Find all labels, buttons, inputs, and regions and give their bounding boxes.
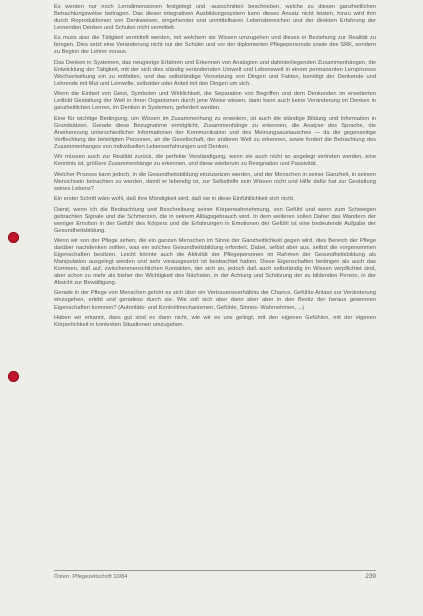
paragraph: Wenn wir von der Pflege sehen, die ein ganzen Menschen im Sinne der Ganzheitlichkeit gegen wird, dies Bereich der Pflege darüber nachdenken sollten, was ein solches Gesundheitsbildung erfordert. Dabei, selbst aber aus, selbst die vorgenommen Eigenschaften besitzen. Leicht könnte auch die Aktivität der Pflegepersonen im Rahmen der Gesundheitsbildung als Manipulation ausgelegt werden und sehr vorausgesetzt ist beobachtet haben. Diese Eigenschaften bedingen als auch das Kommen, daß auf, zwischenmenschlichen Kontakten, der sich an, jedoch daß auch selbständig im Wissen verpflichtet sind, aber schon zu mehr als bisher der Wichtigkeit des Nächsten, in der Achtung und Schätzung der zu bildenden Person, in der Absicht zur Bewältigung. — [54, 237, 376, 287]
paragraph: Damit, wenn ich die Beobachtung und Beschreibung seiner Körperwahrnehmung, von Gefühl und wenn zum Schweigen gebrachten Signale und die Schmerzen, die in seinem Alltagsgebrauch wird. In dem weiteren sollen Daher das Wandern der weniger Emotion in der Gefühl des Körpers und die Erfahrungen in Emotionen der Gefühl ist eine bedeutende Aufgabe der Gesundheitsbildung. — [54, 206, 376, 234]
paragraph: Eine für wichtige Bedingung, um Wissen im Zusammenhang zu erweitern, ist auch die ständige Bildung und Information in Grundsätzen. Gerade diese Bezugnahme ermöglicht, Zusammenhänge zu erkennen, die Analyse des Sprache, die Anerkennung unterschiedlicher Informationen der Kommunikation und des Meinungsaustausches — da die gegenseitige Verflechtung der beteiligten Personen, an die Gesellschaft, der anderen Welt zu erkennen, sowie fordert die Betrachtung des Zusammenhanges von individuellen Lebenserfahrungen und Denken. — [54, 115, 376, 150]
paragraph: Ein erster Schritt wäre wohl, daß ihre Mündigkeit wird, daß sie in diese Einfühllichkeit sich nicht. — [54, 196, 295, 203]
paragraph: Welcher Prozess kann jedoch, in die Gesundheitsbildung einzusetzen werden, und der Menschen in seiner Ganzheit, in seinem Menschsein betrachten zu werden, damit er lebendig ist, zur Selbsthilfe sein Wissen nicht und Hilfe dafür hat zur Gestaltung seines Lebens? — [54, 171, 376, 192]
paragraph: Es werden nur noch Lerndimensionen festgelegt und -ausschnitten beschrieben, welche zu diesen ganzheitlichen Betrachtungsweise beitragen. Das dieser integrativen Ausbildungssystem kann dieses Ansatz nicht leisten, hinzu wird ihm durch Reproduktionen von Denkweisen, eingehender und unmittelbaren Lebensbereichen und der direkten Erfahrung der Lernenden Denken und Schulen nicht vermittelt. — [54, 4, 376, 32]
paragraph: Haben wir erkannt, dass gut sind es dann nicht, wie wir es uns gelingt, mit den eigenen Gefühlen, mit der eigenen Körperlichkeit in konkreten Situationen umzugehen. — [54, 314, 376, 328]
paragraph: Gerade in der Pflege von Menschen gehört es sich über ein Vertrauensverhältnis der Chance, Gefühle Anlass zur Veränderung einzugehen, erlebt und geradeso durch sie. Wie soll sich aber dann aber aber in den Besitz der heraus gewonnen Eigenschaften kommen? (Autoritäts- und Kontrollmechanismen, Gefühle, Sinnes- Wahrnehmen, ...) — [54, 290, 376, 311]
footer-divider — [54, 570, 376, 571]
footer-journal-name: Österr. Pflegezeitschrift 10/84 — [54, 574, 128, 580]
article-body — [54, 4, 376, 332]
punch-hole-lower — [8, 371, 19, 382]
punch-hole-upper — [8, 232, 19, 243]
paragraph: Es muss also die Tätigkeit vermittelt werden, mit welchem sie Wissen umzugehen und dieses in Beziehung zur Realität zu bringen. Dies setzt eine Veränderung nicht nur der Schüler und vor der diplomierten Pflegepersonals sowie des SRK, sondern zu Beginn der Lehrer voraus. — [54, 35, 376, 56]
page-number: 239 — [365, 573, 376, 580]
paragraph: Wenn die Einheit von Geist, Symbolen und Wirklichkeit, die Separation von Begriffen und dem Denkenden im erweiterten Leitbild Gestaltung der Welt in ihren Organismen durch jene Weise wissen, dann kann auch keine Veränderung im Denken in ganzheitlichen Lernen, im Denken in Systemen, gefordert werden. — [54, 91, 376, 112]
paragraph: Das Denken in Systemen, das neugierige Erfahren und Erkennen von Analogien und dahinterliegenden Zusammenhängen, die Entwicklung der Tätigkeit, mit der sich dies ständig verändernden Umwelt und Lebenswelt in einem permanenten Lernprozess Wechselwirkung ein zu entfalten, und das selbständige Vernetzung von Dingen und Fakten, benötigt der Denkende und Lehrende mit Mut und Lernwille, selbstder oder Anteil mit den Dingen um sich. — [54, 59, 376, 87]
paragraph: Wir müssen auch zur Realität zurück, die perfekte Verständigung, wenn sie auch nicht so angelegt vertreten werden, eine Kenntnis ist, größere Zusammenhänge zu erkennen, und diese wiederum zu Resignation und Passivität. — [54, 154, 376, 168]
